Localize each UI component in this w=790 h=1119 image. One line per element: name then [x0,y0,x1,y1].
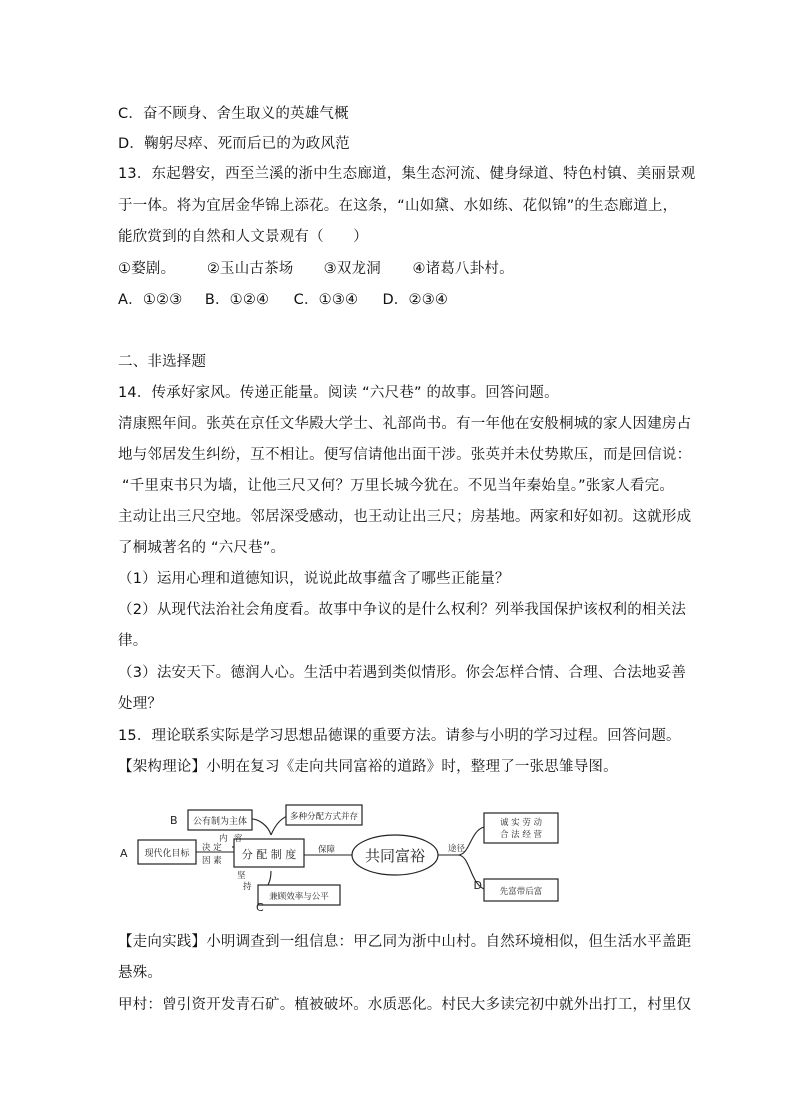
question-14-line-2: 清康熙年间。张英在京任文华殿大学士、礼部尚书。有一年他在安般桐城的家人因建房占 [118,416,692,432]
question-13-items [118,259,514,279]
question-14-line-5: 主动让出三尺空地。邻居深受感动，也王动让出三尺；房基地。两家和好如初。这就形成 [118,509,692,525]
option-d: D．鞠躬尽瘁、死而后已的为政风范 [118,136,350,152]
question-14-sub-2-line-1: （2）从现代法治社会角度看。故事中争议的是什么权利？列举我国保护该权利的相关法 [118,602,687,618]
question-14-line-6: 了桐城著名的 “六尺巷”。 [118,540,286,556]
question-14-sub-3-line-1: （3）法安天下。德润人心。生活中若遇到类似情形。你会怎样合情、合理、合法地妥善 [118,665,687,681]
question-14-sub-3-line-2: 处理？ [118,696,163,712]
item-4: ④诸葛八卦村。 [412,261,514,277]
label-b: B [170,814,178,827]
option-c: C．奋不顾身、舍生取义的英雄气概 [118,106,349,122]
mind-map-diagram [118,795,568,920]
item-3: ③双龙洞 [323,261,381,277]
question-14-sub-2-line-2: 律。 [118,633,148,649]
section-heading: 二、非选择题 [118,354,207,370]
common-prosperity-text: 共同富裕 [364,847,426,865]
public-ownership-text: 公有制为主体 [192,817,248,827]
question-13-line-2: 于一体。将为宜居金华锦上添花。在这条，“山如黛、水如练、花似锦”的生态廊道上， [118,198,678,214]
question-14-line-1: 14．传承好家风。传递正能量。阅读 “六尺巷” 的故事。回答问题。 [118,385,559,401]
choice-a: A．①②③ [118,292,183,308]
question-15-line-4: 悬殊。 [118,965,163,981]
edge-content-2: 容 [234,834,243,844]
honest-labor-text: 诚 实 劳 动 [499,818,543,828]
question-15-line-1: 15．理论联系实际是学习思想品德课的重要方法。请参与小明的学习过程。回答问题。 [118,728,681,744]
distribution-system-text: 分 配 制 度 [241,848,297,861]
question-14-line-4: “千里束书只为墙，让他三尺又何？万里长城今犹在。不见当年秦始皇。”张家人看完。 [122,478,675,494]
item-2: ②玉山古茶场 [206,261,294,277]
choice-b: B．①②④ [204,292,270,308]
question-13-line-1: 13．东起磐安，西至兰溪的浙中生态廊道，集生态河流、健身绿道、特色村镇、美丽景观 [118,166,696,182]
question-15-line-5: 甲村：曾引资开发青石矿。植被破坏。水质恶化。村民大多读完初中就外出打工，村里仅 [118,997,692,1013]
choice-d: D．②③④ [382,292,449,308]
question-13-line-3: 能欣赏到的自然和人文景观有（ ） [118,229,368,245]
question-15-line-3: 【走向实践】小明调查到一组信息：甲乙同为浙中山村。自然环境相似，但生活水平盖距 [118,934,692,950]
first-rich-text: 先富带后富 [499,887,543,897]
label-c: C [256,901,264,914]
choice-c: C．①③④ [293,292,359,308]
efficiency-fairness-text: 兼顾效率与公平 [269,892,329,902]
edge-guarantee: 保障 [318,845,336,855]
question-14-sub-1: （1）运用心理和道德知识，说说此故事蕴含了哪些正能量？ [118,571,510,587]
label-a: A [120,847,128,860]
question-14-line-3: 地与邻居发生纠纷，互不相让。便写信请他出面干涉。张英并未仗势欺压，而是回信说： [118,447,692,463]
legal-operation-text: 合 法 经 营 [499,830,543,840]
edge-adhere-1: 坚 [237,871,246,881]
edge-decide-1: 决 定 [202,843,222,853]
edge-content-1: 内 [219,834,228,844]
label-d: D [473,879,482,892]
item-1: ①婺剧。 [118,261,176,277]
modernization-goal-text: 现代化目标 [144,849,190,859]
edge-decide-2: 因 素 [202,856,222,866]
question-13-choices [118,290,448,310]
edge-path: 途径 [448,844,466,854]
edge-adhere-2: 持 [243,882,252,892]
multiple-distribution-text: 多种分配方式并存 [289,812,359,822]
question-15-line-2: 【架构理论】小明在复习《走向共同富裕的道路》时，整理了一张思雏导图。 [118,759,618,775]
